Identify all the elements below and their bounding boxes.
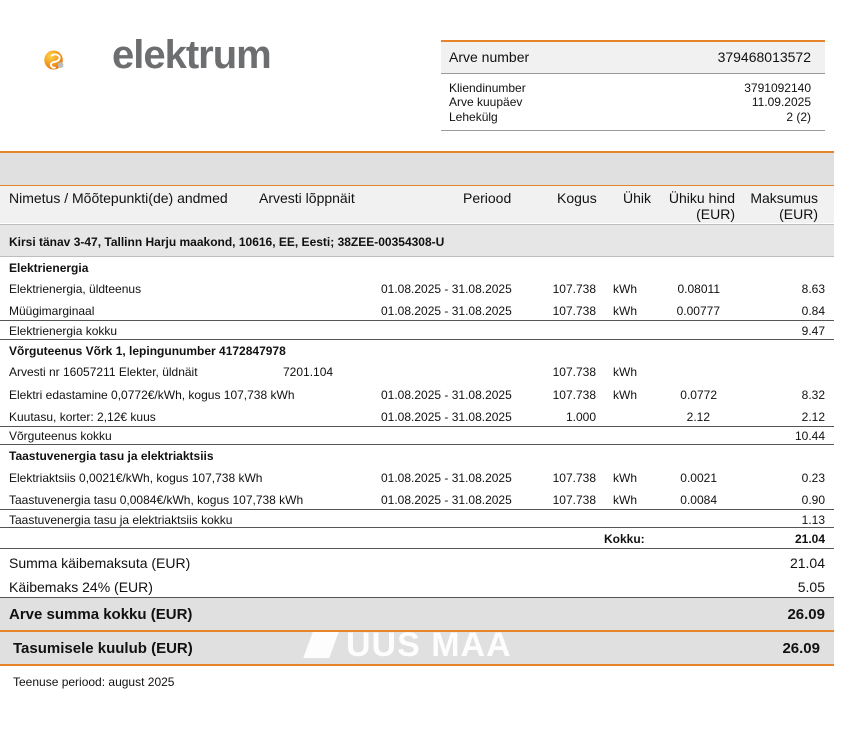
row-unit: kWh xyxy=(613,304,637,318)
row-unit-price: 2.12 xyxy=(686,410,710,424)
row-cost: 0.84 xyxy=(801,304,825,318)
row-period: 01.08.2025 - 31.08.2025 xyxy=(381,282,512,296)
section-total: 9.47 xyxy=(801,324,825,338)
customer-number-label: Kliendinumber xyxy=(449,81,526,95)
grand-total-label: Kokku: xyxy=(604,532,645,546)
row-unit-price: 0.0021 xyxy=(680,471,717,485)
section-total-label: Elektrienergia kokku xyxy=(9,324,118,338)
header-name: Nimetus / Mõõtepunkti(de) andmed xyxy=(9,190,228,206)
row-period: 01.08.2025 - 31.08.2025 xyxy=(381,493,512,507)
row-unit: kWh xyxy=(613,365,637,379)
invoice-number: 379468013572 xyxy=(717,49,811,65)
row-period: 01.08.2025 - 31.08.2025 xyxy=(381,388,512,402)
row-unit: kWh xyxy=(613,388,637,402)
row-unit-price: 0.00777 xyxy=(676,304,720,318)
invoice-number-label: Arve number xyxy=(449,49,530,65)
header-unit-price: Ühiku hind (EUR) xyxy=(668,190,735,222)
divider xyxy=(0,320,834,321)
divider xyxy=(0,444,834,445)
row-cost: 8.32 xyxy=(801,388,825,402)
divider xyxy=(0,509,834,510)
row-name: Elektri edastamine 0,0772€/kWh, kogus 107,738 kWh xyxy=(9,388,295,402)
meter-reading: 7201.104 xyxy=(283,365,334,379)
row-quantity: 107.738 xyxy=(552,388,596,402)
header-unit: Ühik xyxy=(623,190,652,206)
row-unit: kWh xyxy=(613,471,637,485)
invoice-date-label: Arve kuupäev xyxy=(449,95,523,109)
row-cost: 0.90 xyxy=(801,493,825,507)
watermark: UUS MAA xyxy=(308,626,512,665)
section-total: 1.13 xyxy=(801,513,825,527)
watermark-icon xyxy=(303,632,338,658)
header-meter-reading: Arvesti lõppnäit xyxy=(259,190,355,206)
row-period: 01.08.2025 - 31.08.2025 xyxy=(381,471,512,485)
row-name: Elektrienergia, üldteenus xyxy=(9,282,142,296)
elektrum-logo xyxy=(44,28,114,92)
header-quantity: Kogus xyxy=(557,190,597,206)
grey-band xyxy=(0,153,834,185)
net-amount: 21.04 xyxy=(789,555,825,571)
logo-wordmark: elektrum xyxy=(112,33,271,77)
invoice-date: 11.09.2025 xyxy=(751,95,811,109)
header-cost: Maksumus (EUR) xyxy=(750,190,818,222)
row-quantity: 107.738 xyxy=(552,365,596,379)
header-period: Periood xyxy=(463,190,512,206)
meter-name: Arvesti nr 16057211 Elekter, üldnäit xyxy=(9,365,198,379)
row-name: Elektriaktsiis 0,0021€/kWh, kogus 107,738 kWh xyxy=(9,471,263,485)
section-title: Elektrienergia xyxy=(9,261,89,275)
row-unit-price: 0.08011 xyxy=(677,282,720,296)
page-label: Lehekülg xyxy=(449,110,498,124)
row-quantity: 107.738 xyxy=(552,493,596,507)
row-quantity: 1.000 xyxy=(565,410,596,424)
row-period: 01.08.2025 - 31.08.2025 xyxy=(381,410,512,424)
divider xyxy=(0,426,834,427)
amount-due: 26.09 xyxy=(782,640,820,657)
row-unit-price: 0.0084 xyxy=(680,493,717,507)
metering-point-address: Kirsi tänav 3-47, Tallinn Harju maakond, 10616, EE, Eesti; 38ZEE-00354308-U xyxy=(9,235,445,249)
row-unit-price: 0.0772 xyxy=(680,388,717,402)
row-period: 01.08.2025 - 31.08.2025 xyxy=(381,304,512,318)
row-cost: 0.23 xyxy=(801,471,825,485)
section-total: 10.44 xyxy=(794,429,825,443)
invoice-total: 26.09 xyxy=(787,606,825,623)
service-period: Teenuse periood: august 2025 xyxy=(13,675,175,689)
section-total-label: Taastuvenergia tasu ja elektriaktsiis kokku xyxy=(9,513,233,527)
amount-due-label: Tasumisele kuulub (EUR) xyxy=(13,640,193,657)
row-quantity: 107.738 xyxy=(552,471,596,485)
vat-label: Käibemaks 24% (EUR) xyxy=(9,579,153,595)
net-amount-label: Summa käibemaksuta (EUR) xyxy=(9,555,191,571)
row-name: Kuutasu, korter: 2,12€ kuus xyxy=(9,410,156,424)
row-cost: 8.63 xyxy=(801,282,825,296)
row-quantity: 107.738 xyxy=(552,282,596,296)
row-unit: kWh xyxy=(613,282,637,296)
divider xyxy=(0,339,834,340)
vat-amount: 5.05 xyxy=(797,579,825,595)
section-title: Taastuvenergia tasu ja elektriaktsiis xyxy=(9,449,214,463)
page-number: 2 (2) xyxy=(786,110,811,124)
customer-number: 3791092140 xyxy=(744,81,811,95)
table-header xyxy=(0,186,834,223)
row-quantity: 107.738 xyxy=(552,304,596,318)
invoice-info-box xyxy=(441,40,825,132)
section-total-label: Võrguteenus kokku xyxy=(9,429,112,443)
row-unit: kWh xyxy=(613,493,637,507)
divider xyxy=(0,548,834,549)
section-title: Võrguteenus Võrk 1, lepingunumber 4172847978 xyxy=(9,344,286,358)
row-name: Müügimarginaal xyxy=(9,304,95,318)
row-name: Taastuvenergia tasu 0,0084€/kWh, kogus 107,738 kWh xyxy=(9,493,304,507)
invoice-total-label: Arve summa kokku (EUR) xyxy=(9,606,193,623)
divider xyxy=(0,527,834,528)
row-cost: 2.12 xyxy=(801,410,825,424)
grand-total: 21.04 xyxy=(794,532,825,546)
